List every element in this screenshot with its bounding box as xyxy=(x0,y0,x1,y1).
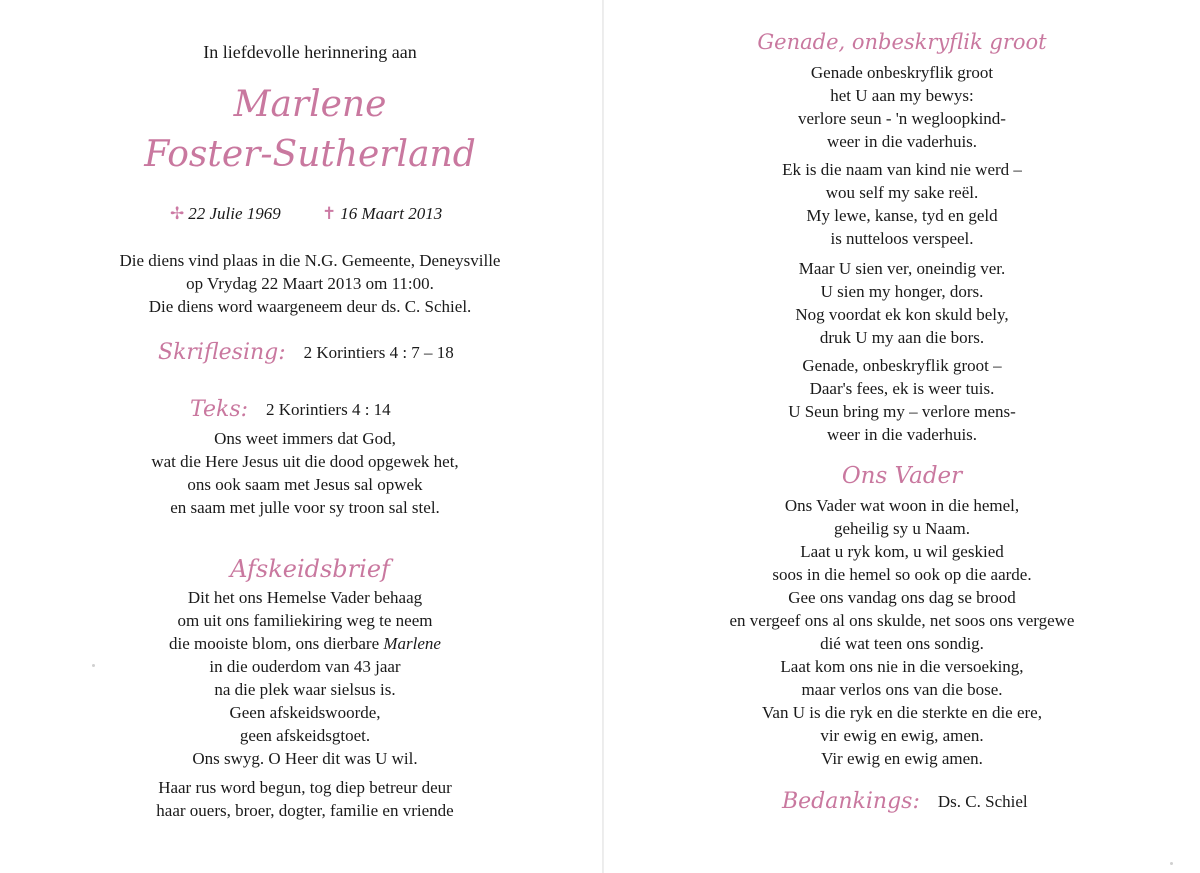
prayer-line: Laat u ryk kom, u wil geskied xyxy=(800,542,1004,561)
service-line: Die diens word waargeneem deur ds. C. Schiel. xyxy=(148,297,472,316)
prayer-line: Laat kom ons nie in die versoeking, xyxy=(780,657,1024,676)
farewell-line xyxy=(0,632,610,655)
latin-cross-icon: ✝ xyxy=(322,204,337,223)
hymn-line: Genade, onbeskryflik groot – xyxy=(802,356,1002,375)
farewell-line: om uit ons familiekiring weg te neem xyxy=(177,611,433,630)
sermon-text xyxy=(190,397,590,422)
right-page xyxy=(604,0,1200,873)
farewell-name: Marlene xyxy=(383,634,441,653)
farewell-line: na die plek waar sielsus is. xyxy=(214,680,396,699)
prayer-line: maar verlos ons van die bose. xyxy=(801,680,1003,699)
scripture-label: Skriflesing: xyxy=(158,340,286,365)
farewell-line: Ons swyg. O Heer dit was U wil. xyxy=(192,749,418,768)
birth-date: 22 Julie 1969 xyxy=(188,204,281,223)
mourners-text xyxy=(0,776,610,822)
prayer-line: Gee ons vandag ons dag se brood xyxy=(788,588,1016,607)
farewell-line: Dit het ons Hemelse Vader behaag xyxy=(187,588,423,607)
acknowledgements xyxy=(782,789,1142,814)
prayer-line: en vergeef ons al ons skulde, net soos ons vergewe xyxy=(729,611,1075,630)
service-line: Die diens vind plaas in die N.G. Gemeente, Deneysville xyxy=(119,251,501,270)
farewell-line-text: die mooiste blom, ons dierbare xyxy=(169,634,380,653)
hymn-heading: Genade, onbeskryflik groot xyxy=(757,30,1047,54)
closing-line: haar ouers, broer, dogter, familie en vriende xyxy=(156,801,454,820)
intro-line: In liefdevolle herinnering aan xyxy=(203,42,417,62)
hymn-line: U sien my honger, dors. xyxy=(820,282,984,301)
farewell-line: Geen afskeidswoorde, xyxy=(229,703,381,722)
hymn-line: U Seun bring my – verlore mens- xyxy=(788,402,1016,421)
verse-line: Ons weet immers dat God, xyxy=(214,429,396,448)
prayer-line: geheilig sy u Naam. xyxy=(834,519,970,538)
paper-speck xyxy=(92,664,95,667)
text-label: Teks: xyxy=(190,397,249,422)
scripture-reference: 2 Korintiers 4 : 7 – 18 xyxy=(303,342,454,362)
hymn-stanza xyxy=(604,61,1200,153)
prayer-line: Ons Vader wat woon in die hemel, xyxy=(784,496,1020,515)
hymn-line: druk U my aan die bors. xyxy=(819,328,985,347)
star-cross-icon: ✢ xyxy=(170,204,185,223)
text-verse xyxy=(0,427,610,519)
prayer-line: Van U is die ryk en die sterkte en die ere, xyxy=(762,703,1042,722)
lords-prayer xyxy=(604,494,1200,770)
death-date: 16 Maart 2013 xyxy=(340,204,443,223)
hymn-line: Nog voordat ek kon skuld bely, xyxy=(795,305,1009,324)
service-line: op Vrydag 22 Maart 2013 om 11:00. xyxy=(186,274,434,293)
hymn-line: is nutteloos verspeel. xyxy=(830,229,974,248)
verse-line: wat die Here Jesus uit die dood opgewek het, xyxy=(151,452,459,471)
hymn-stanza xyxy=(604,354,1200,446)
thanks-name: Ds. C. Schiel xyxy=(937,791,1028,811)
deceased-first-name: Marlene xyxy=(233,84,387,125)
scripture-reading xyxy=(158,340,558,365)
farewell-line: geen afskeidsgtoet. xyxy=(239,726,371,745)
death-date-group xyxy=(322,204,442,224)
hymn-line: weer in die vaderhuis. xyxy=(826,132,978,151)
prayer-heading: Ons Vader xyxy=(841,463,963,489)
hymn-line: My lewe, kanse, tyd en geld xyxy=(806,206,998,225)
hymn-stanza xyxy=(604,158,1200,250)
prayer-line: Vir ewig en ewig amen. xyxy=(821,749,983,768)
hymn-line: Daar's fees, ek is weer tuis. xyxy=(809,379,995,398)
hymn-line: Ek is die naam van kind nie werd – xyxy=(782,160,1022,179)
farewell-heading: Afskeidsbrief xyxy=(230,555,390,583)
deceased-last-name: Foster-Sutherland xyxy=(144,134,476,175)
verse-line: en saam met julle voor sy troon sal stel. xyxy=(170,498,440,517)
hymn-line: verlore seun - 'n wegloopkind- xyxy=(798,109,1006,128)
hymn-line: weer in die vaderhuis. xyxy=(826,425,978,444)
hymn-line: wou self my sake reël. xyxy=(825,183,979,202)
farewell-line: in die ouderdom van 43 jaar xyxy=(209,657,401,676)
text-reference: 2 Korintiers 4 : 14 xyxy=(266,399,391,419)
hymn-stanza xyxy=(604,257,1200,349)
birth-date-group xyxy=(170,204,281,224)
prayer-line: vir ewig en ewig, amen. xyxy=(820,726,984,745)
paper-speck xyxy=(1170,862,1173,865)
service-details xyxy=(0,249,620,318)
prayer-line: dié wat teen ons sondig. xyxy=(820,634,984,653)
hymn-line: Genade onbeskryflik groot xyxy=(810,63,994,82)
hymn-line: Maar U sien ver, oneindig ver. xyxy=(798,259,1006,278)
verse-line: ons ook saam met Jesus sal opwek xyxy=(187,475,423,494)
hymn-line: het U aan my bewys: xyxy=(830,86,974,105)
closing-line: Haar rus word begun, tog diep betreur deur xyxy=(158,778,452,797)
prayer-line: soos in die hemel so ook op die aarde. xyxy=(772,565,1032,584)
farewell-letter xyxy=(0,586,610,770)
thanks-label: Bedankings: xyxy=(782,789,920,814)
